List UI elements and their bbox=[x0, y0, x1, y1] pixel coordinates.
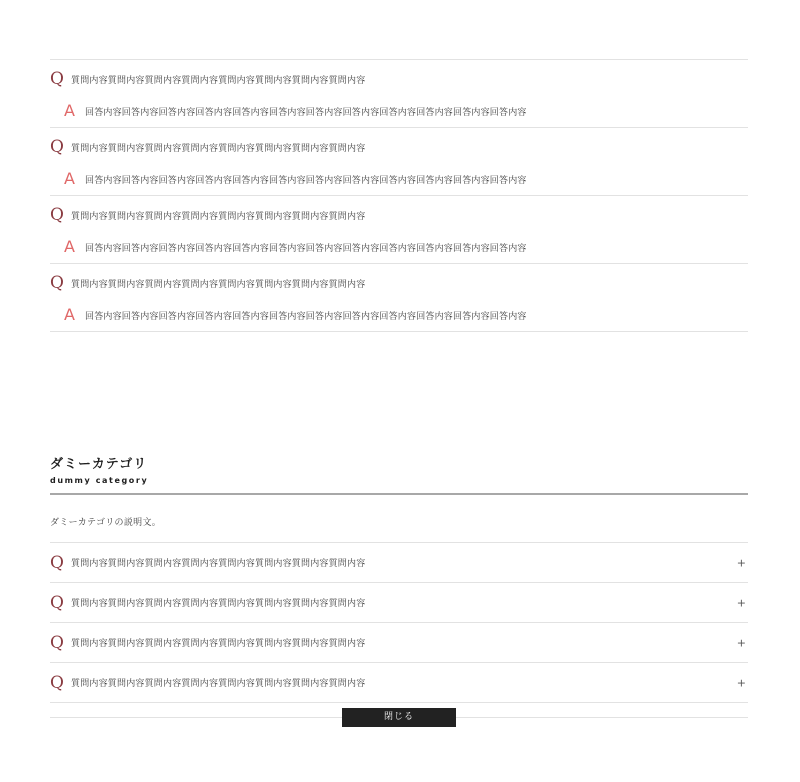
expand-plus-icon[interactable]: + bbox=[736, 676, 746, 689]
faq-accordion-item[interactable] bbox=[50, 583, 748, 623]
faq-item bbox=[50, 60, 748, 128]
faq-answer bbox=[64, 100, 527, 122]
question-mark-icon: Q bbox=[50, 592, 64, 613]
question-text: 質問内容質問内容質問内容質問内容質問内容質問内容質問内容質問内容 bbox=[71, 75, 366, 86]
question-text: 質問内容質問内容質問内容質問内容質問内容質問内容質問内容質問内容 bbox=[71, 559, 366, 569]
question-text: 質問内容質問内容質問内容質問内容質問内容質問内容質問内容質問内容 bbox=[71, 143, 366, 154]
answer-mark-icon: A bbox=[64, 101, 75, 120]
faq-answer bbox=[64, 168, 527, 190]
question-mark-icon: Q bbox=[50, 273, 64, 293]
question-mark-icon: Q bbox=[50, 69, 64, 89]
question-text: 質問内容質問内容質問内容質問内容質問内容質問内容質問内容質問内容 bbox=[71, 639, 366, 649]
answer-mark-icon: A bbox=[64, 237, 75, 256]
question-mark-icon: Q bbox=[50, 205, 64, 225]
faq-list-expanded bbox=[50, 59, 748, 332]
question-text: 質問内容質問内容質問内容質問内容質問内容質問内容質問内容質問内容 bbox=[71, 279, 366, 290]
faq-item bbox=[50, 264, 748, 332]
category-title: ダミーカテゴリ bbox=[50, 457, 148, 472]
question-mark-icon: Q bbox=[50, 632, 64, 653]
expand-plus-icon[interactable]: + bbox=[736, 556, 746, 569]
expand-plus-icon[interactable]: + bbox=[736, 636, 746, 649]
answer-text: 回答内容回答内容回答内容回答内容回答内容回答内容回答内容回答内容回答内容回答内容回答内容回答内容 bbox=[85, 175, 527, 186]
answer-text: 回答内容回答内容回答内容回答内容回答内容回答内容回答内容回答内容回答内容回答内容回答内容回答内容 bbox=[85, 107, 527, 118]
category-description: ダミーカテゴリの説明文。 bbox=[50, 518, 162, 528]
faq-item bbox=[50, 128, 748, 196]
faq-answer bbox=[64, 236, 527, 258]
faq-item bbox=[50, 196, 748, 264]
faq-answer bbox=[64, 304, 527, 326]
faq-accordion-item[interactable] bbox=[50, 663, 748, 703]
answer-mark-icon: A bbox=[64, 169, 75, 188]
expand-plus-icon[interactable]: + bbox=[736, 596, 746, 609]
answer-text: 回答内容回答内容回答内容回答内容回答内容回答内容回答内容回答内容回答内容回答内容回答内容回答内容 bbox=[85, 311, 527, 322]
category-subtitle: dummy category bbox=[50, 476, 149, 485]
close-button[interactable]: 閉じる bbox=[342, 708, 456, 727]
question-text: 質問内容質問内容質問内容質問内容質問内容質問内容質問内容質問内容 bbox=[71, 679, 366, 689]
category-divider bbox=[50, 493, 748, 495]
question-text: 質問内容質問内容質問内容質問内容質問内容質問内容質問内容質問内容 bbox=[71, 599, 366, 609]
question-text: 質問内容質問内容質問内容質問内容質問内容質問内容質問内容質問内容 bbox=[71, 211, 366, 222]
answer-mark-icon: A bbox=[64, 305, 75, 324]
faq-question bbox=[50, 68, 365, 90]
question-mark-icon: Q bbox=[50, 137, 64, 157]
faq-question bbox=[50, 136, 365, 158]
question-mark-icon: Q bbox=[50, 552, 64, 573]
faq-question bbox=[50, 204, 365, 226]
faq-accordion-item[interactable] bbox=[50, 623, 748, 663]
faq-question bbox=[50, 272, 365, 294]
question-mark-icon: Q bbox=[50, 672, 64, 693]
faq-list-collapsed bbox=[50, 542, 748, 703]
faq-accordion-item[interactable] bbox=[50, 543, 748, 583]
answer-text: 回答内容回答内容回答内容回答内容回答内容回答内容回答内容回答内容回答内容回答内容回答内容回答内容 bbox=[85, 243, 527, 254]
